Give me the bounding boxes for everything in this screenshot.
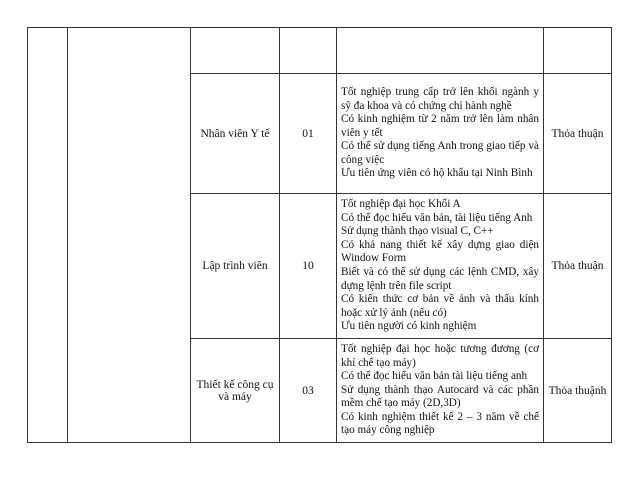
requirements-cell — [337, 339, 544, 443]
requirement-line: Có khả nang thiết kế xây dựng giao diện Window Form — [341, 238, 539, 265]
quantity-cell: 01 — [280, 74, 337, 194]
requirement-line: Tốt nghiệp đại học hoặc tương đương (cơ khí chế tạo máy) — [341, 342, 539, 369]
table-row — [28, 28, 612, 74]
requirement-line: Có thể đọc hiểu văn bản, tài liệu tiếng Anh — [341, 211, 533, 224]
requirement-line: Biết và có thể sử dụng các lệnh CMD, xây dựng lệnh trên file script — [341, 266, 539, 292]
index-cell — [28, 28, 68, 443]
quantity-cell: 10 — [280, 194, 337, 339]
requirement-line: Tốt nghiệp trung cấp trở lên khối ngành y sỹ đa khoa và có chứng chỉ hành nghề — [341, 85, 539, 112]
requirements-cell — [337, 194, 544, 339]
requirement-line: Có kiến thức cơ bản về ảnh và thấu kính hoặc xử lý ảnh (nếu có) — [341, 293, 539, 319]
position-cell: Lập trình viên — [191, 194, 280, 339]
requirements-cell — [337, 28, 544, 74]
requirement-line: Tốt nghiệp đại học Khối A — [341, 198, 461, 211]
requirement-line: Sử dụng thành thạo visual C, C++ — [341, 225, 494, 238]
position-cell: Nhân viên Y tế — [191, 74, 280, 194]
requirement-line: Có kinh nghiệm từ 2 năm trở lên làm nhân viên y tết — [341, 113, 539, 139]
salary-cell: Thỏa thuận — [544, 74, 612, 194]
salary-cell — [544, 28, 612, 74]
requirement-line: Ưu tiên người có kinh nghiệm — [341, 320, 477, 333]
recruitment-table — [27, 27, 612, 443]
requirement-line: Ưu tiên ứng viên có hộ khẩu tại Ninh Bình — [341, 167, 533, 180]
requirement-line: Có kinh nghiệm thiết kế 2 – 3 năm về chế tạo máy công nghiệp — [341, 410, 539, 437]
quantity-cell — [280, 28, 337, 74]
department-cell — [68, 28, 191, 443]
position-cell: Thiết kế công cụ và máy — [191, 339, 280, 443]
salary-cell: Thỏa thuận — [544, 194, 612, 339]
requirement-line: Sử dụng thành thạo Autocard và các phần mềm chế tạo máy (2D,3D) — [341, 383, 539, 410]
salary-cell: Thỏa thuậnh — [544, 339, 612, 443]
quantity-cell: 03 — [280, 339, 337, 443]
requirements-cell — [337, 74, 544, 194]
requirement-line: Có thể đọc hiểu văn bản tài liệu tiếng anh — [341, 370, 528, 383]
requirement-line: Có thể sử dụng tiếng Anh trong giao tiếp và công việc — [341, 140, 539, 166]
position-cell — [191, 28, 280, 74]
